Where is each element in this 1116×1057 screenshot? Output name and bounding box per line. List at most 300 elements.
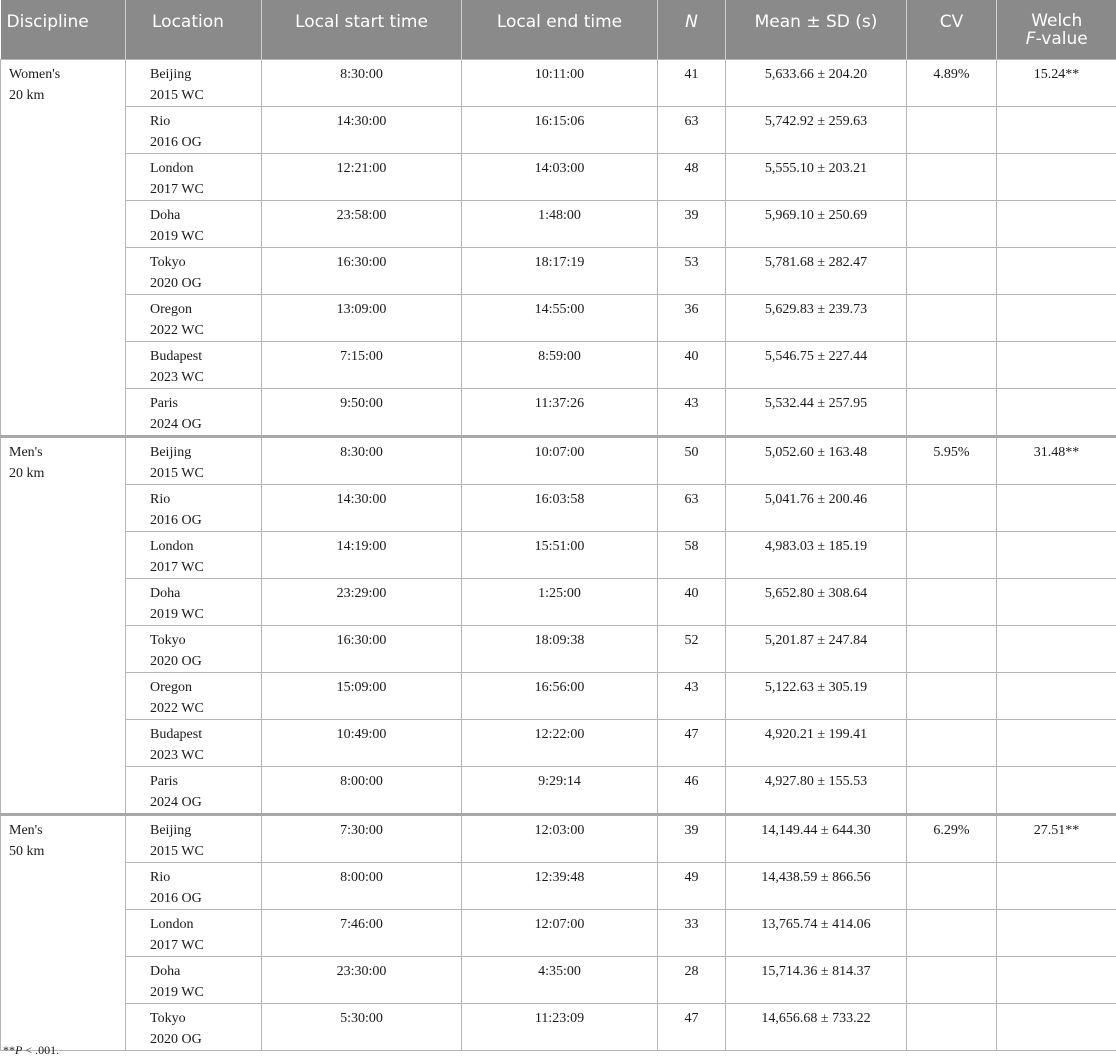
cv-cell-empty	[907, 720, 997, 767]
location-cell	[126, 201, 262, 248]
start-time-cell	[262, 532, 462, 579]
end-time-cell	[462, 720, 658, 767]
location-event: 2024 OG	[150, 417, 202, 432]
location-event: 2020 OG	[150, 276, 202, 291]
header-discipline: Discipline	[1, 0, 126, 60]
mean-sd-cell	[726, 60, 907, 107]
mean-sd-cell	[726, 1004, 907, 1051]
mean-sd-cell	[726, 579, 907, 626]
mean-sd-cell	[726, 154, 907, 201]
mean-sd-value: 5,052.60 ± 163.48	[764, 445, 868, 460]
welch-value: 15.24**	[1033, 67, 1080, 82]
cv-cell-empty	[907, 673, 997, 720]
n-value: 48	[684, 161, 699, 176]
n-value: 53	[684, 255, 699, 270]
location-name: Paris	[150, 396, 178, 411]
location-cell	[126, 60, 262, 107]
welch-cell-empty	[997, 154, 1116, 201]
end-time-cell	[462, 295, 658, 342]
mean-sd-value: 4,983.03 ± 185.19	[764, 539, 868, 554]
location-cell	[126, 248, 262, 295]
table-row	[1, 485, 1116, 532]
location-event: 2015 WC	[150, 88, 204, 103]
location-cell	[126, 957, 262, 1004]
location-cell	[126, 815, 262, 863]
n-cell	[658, 1004, 726, 1051]
n-value: 43	[684, 680, 699, 695]
table-row	[1, 815, 1116, 863]
end-time-cell	[462, 1004, 658, 1051]
end-time-cell	[462, 815, 658, 863]
cv-cell-empty	[907, 154, 997, 201]
start-time: 7:46:00	[340, 917, 383, 932]
header-location: Location	[126, 0, 262, 60]
welch-cell	[997, 437, 1116, 485]
table-row	[1, 579, 1116, 626]
mean-sd-cell	[726, 295, 907, 342]
cv-cell-empty	[907, 485, 997, 532]
start-time-cell	[262, 673, 462, 720]
mean-sd-value: 5,555.10 ± 203.21	[764, 161, 868, 176]
location-name: Beijing	[150, 67, 192, 82]
start-time: 12:21:00	[336, 161, 387, 176]
start-time-cell	[262, 910, 462, 957]
mean-sd-cell	[726, 626, 907, 673]
mean-sd-cell	[726, 389, 907, 437]
location-event: 2016 OG	[150, 513, 202, 528]
welch-cell-empty	[997, 201, 1116, 248]
end-time-cell	[462, 767, 658, 815]
header-welch-line1: Welch	[1031, 11, 1083, 31]
location-name: London	[150, 917, 194, 932]
mean-sd-cell	[726, 437, 907, 485]
location-name: Budapest	[150, 349, 203, 364]
location-name: Tokyo	[150, 255, 186, 270]
n-cell	[658, 815, 726, 863]
footnote-rest: < .001.	[22, 1043, 60, 1057]
table-body	[1, 60, 1116, 1051]
location-cell	[126, 1004, 262, 1051]
end-time: 12:07:00	[534, 917, 585, 932]
end-time: 16:03:58	[534, 492, 585, 507]
header-mean-sd: Mean ± SD (s)	[726, 0, 907, 60]
n-value: 63	[684, 492, 699, 507]
welch-cell-empty	[997, 767, 1116, 815]
table-row	[1, 437, 1116, 485]
location-name: Paris	[150, 774, 178, 789]
location-event: 2017 WC	[150, 938, 204, 953]
end-time: 18:09:38	[534, 633, 585, 648]
end-time: 12:39:48	[534, 870, 585, 885]
n-value: 39	[684, 823, 699, 838]
end-time-cell	[462, 201, 658, 248]
cv-cell	[907, 60, 997, 107]
n-cell	[658, 910, 726, 957]
location-event: 2017 WC	[150, 182, 204, 197]
location-cell	[126, 107, 262, 154]
welch-value: 27.51**	[1033, 823, 1080, 838]
start-time-cell	[262, 720, 462, 767]
n-cell	[658, 532, 726, 579]
cv-cell	[907, 437, 997, 485]
welch-cell-empty	[997, 626, 1116, 673]
discipline-cell	[1, 815, 126, 1051]
n-cell	[658, 957, 726, 1004]
location-event: 2024 OG	[150, 795, 202, 810]
n-cell	[658, 626, 726, 673]
start-time: 5:30:00	[340, 1011, 383, 1026]
mean-sd-value: 5,041.76 ± 200.46	[764, 492, 868, 507]
end-time-cell	[462, 673, 658, 720]
location-event: 2019 WC	[150, 607, 204, 622]
end-time-cell	[462, 579, 658, 626]
start-time-cell	[262, 342, 462, 389]
n-value: 47	[684, 1011, 699, 1026]
discipline-line2: 20 km	[9, 466, 45, 481]
discipline-line2: 50 km	[9, 844, 45, 859]
table-row	[1, 863, 1116, 910]
header-welch-f-italic: F	[1025, 29, 1036, 49]
cv-cell-empty	[907, 201, 997, 248]
n-cell	[658, 154, 726, 201]
n-cell	[658, 60, 726, 107]
mean-sd-cell	[726, 532, 907, 579]
n-value: 50	[684, 445, 699, 460]
start-time: 8:00:00	[340, 870, 383, 885]
end-time: 11:23:09	[534, 1011, 585, 1026]
cv-value: 4.89%	[933, 67, 970, 82]
cv-cell-empty	[907, 248, 997, 295]
start-time-cell	[262, 815, 462, 863]
start-time: 7:15:00	[340, 349, 383, 364]
mean-sd-cell	[726, 485, 907, 532]
start-time-cell	[262, 863, 462, 910]
welch-cell-empty	[997, 579, 1116, 626]
cv-cell-empty	[907, 342, 997, 389]
n-cell	[658, 485, 726, 532]
end-time-cell	[462, 342, 658, 389]
location-event: 2019 WC	[150, 229, 204, 244]
location-cell	[126, 154, 262, 201]
mean-sd-cell	[726, 248, 907, 295]
welch-cell-empty	[997, 910, 1116, 957]
location-event: 2022 WC	[150, 323, 204, 338]
n-cell	[658, 342, 726, 389]
location-name: Doha	[150, 586, 181, 601]
n-value: 39	[684, 208, 699, 223]
table-row	[1, 248, 1116, 295]
table-row	[1, 767, 1116, 815]
n-cell	[658, 579, 726, 626]
cv-cell	[907, 815, 997, 863]
end-time: 16:15:06	[534, 114, 585, 129]
start-time: 9:50:00	[340, 396, 383, 411]
location-cell	[126, 342, 262, 389]
location-name: Rio	[150, 870, 171, 885]
n-cell	[658, 720, 726, 767]
start-time-cell	[262, 295, 462, 342]
location-event: 2015 WC	[150, 844, 204, 859]
start-time: 8:30:00	[340, 445, 383, 460]
start-time-cell	[262, 1004, 462, 1051]
table-row	[1, 60, 1116, 107]
welch-cell-empty	[997, 720, 1116, 767]
n-value: 40	[684, 349, 699, 364]
location-cell	[126, 389, 262, 437]
mean-sd-value: 5,546.75 ± 227.44	[764, 349, 868, 364]
location-cell	[126, 532, 262, 579]
location-cell	[126, 863, 262, 910]
table-row	[1, 154, 1116, 201]
cv-cell-empty	[907, 532, 997, 579]
cv-cell-empty	[907, 863, 997, 910]
mean-sd-value: 14,149.44 ± 644.30	[761, 823, 871, 838]
header-start-time: Local start time	[262, 0, 462, 60]
n-value: 41	[684, 67, 699, 82]
end-time-cell	[462, 910, 658, 957]
n-value: 36	[684, 302, 699, 317]
welch-value: 31.48**	[1033, 445, 1080, 460]
mean-sd-value: 5,122.63 ± 305.19	[764, 680, 868, 695]
discipline-line1: Men's	[9, 823, 43, 838]
table-row	[1, 107, 1116, 154]
n-value: 28	[684, 964, 699, 979]
n-cell	[658, 248, 726, 295]
discipline-line1: Women's	[9, 67, 61, 82]
cv-cell-empty	[907, 107, 997, 154]
start-time-cell	[262, 579, 462, 626]
location-event: 2019 WC	[150, 985, 204, 1000]
end-time: 9:29:14	[538, 774, 581, 789]
location-event: 2022 WC	[150, 701, 204, 716]
cv-cell-empty	[907, 626, 997, 673]
welch-cell-empty	[997, 107, 1116, 154]
cv-cell-empty	[907, 957, 997, 1004]
mean-sd-cell	[726, 342, 907, 389]
location-name: Rio	[150, 492, 171, 507]
table-row	[1, 201, 1116, 248]
n-cell	[658, 107, 726, 154]
start-time: 14:30:00	[336, 114, 387, 129]
end-time: 1:25:00	[538, 586, 581, 601]
end-time: 14:55:00	[534, 302, 585, 317]
location-cell	[126, 295, 262, 342]
footnote-stars: **	[3, 1043, 15, 1057]
start-time-cell	[262, 248, 462, 295]
table-row	[1, 389, 1116, 437]
mean-sd-cell	[726, 201, 907, 248]
end-time-cell	[462, 389, 658, 437]
location-event: 2020 OG	[150, 1032, 202, 1047]
location-event: 2016 OG	[150, 891, 202, 906]
welch-cell-empty	[997, 1004, 1116, 1051]
end-time: 11:37:26	[534, 396, 585, 411]
location-event: 2017 WC	[150, 560, 204, 575]
start-time-cell	[262, 60, 462, 107]
welch-cell-empty	[997, 485, 1116, 532]
location-name: Tokyo	[150, 1011, 186, 1026]
table-row	[1, 673, 1116, 720]
cv-cell-empty	[907, 767, 997, 815]
n-cell	[658, 767, 726, 815]
n-value: 52	[684, 633, 699, 648]
end-time-cell	[462, 60, 658, 107]
start-time: 7:30:00	[340, 823, 383, 838]
end-time-cell	[462, 437, 658, 485]
mean-sd-value: 5,742.92 ± 259.63	[764, 114, 868, 129]
location-name: Beijing	[150, 445, 192, 460]
welch-cell	[997, 815, 1116, 863]
table-row	[1, 910, 1116, 957]
n-cell	[658, 673, 726, 720]
start-time-cell	[262, 485, 462, 532]
n-value: 43	[684, 396, 699, 411]
mean-sd-value: 5,652.80 ± 308.64	[764, 586, 868, 601]
start-time-cell	[262, 389, 462, 437]
table-row	[1, 720, 1116, 767]
end-time-cell	[462, 154, 658, 201]
table-row	[1, 1004, 1116, 1051]
location-name: Doha	[150, 208, 181, 223]
start-time-cell	[262, 767, 462, 815]
start-time: 15:09:00	[336, 680, 387, 695]
start-time-cell	[262, 201, 462, 248]
footnote-p: P	[15, 1043, 23, 1057]
end-time: 1:48:00	[538, 208, 581, 223]
location-name: Doha	[150, 964, 181, 979]
cv-cell-empty	[907, 389, 997, 437]
mean-sd-value: 14,438.59 ± 866.56	[761, 870, 871, 885]
end-time: 16:56:00	[534, 680, 585, 695]
mean-sd-value: 14,656.68 ± 733.22	[761, 1011, 871, 1026]
end-time: 10:07:00	[534, 445, 585, 460]
location-event: 2015 WC	[150, 466, 204, 481]
location-name: London	[150, 539, 194, 554]
cv-cell-empty	[907, 579, 997, 626]
discipline-cell	[1, 437, 126, 815]
welch-cell-empty	[997, 957, 1116, 1004]
location-name: Beijing	[150, 823, 192, 838]
n-cell	[658, 201, 726, 248]
end-time: 4:35:00	[538, 964, 581, 979]
table-row	[1, 295, 1116, 342]
mean-sd-value: 5,781.68 ± 282.47	[764, 255, 868, 270]
location-name: London	[150, 161, 194, 176]
n-cell	[658, 295, 726, 342]
start-time-cell	[262, 957, 462, 1004]
cv-cell-empty	[907, 1004, 997, 1051]
table-row	[1, 626, 1116, 673]
location-event: 2023 WC	[150, 748, 204, 763]
location-name: Oregon	[150, 302, 192, 317]
end-time: 12:22:00	[534, 727, 585, 742]
location-cell	[126, 485, 262, 532]
table-row	[1, 957, 1116, 1004]
location-event: 2023 WC	[150, 370, 204, 385]
end-time: 12:03:00	[534, 823, 585, 838]
welch-cell-empty	[997, 673, 1116, 720]
start-time: 10:49:00	[336, 727, 387, 742]
start-time: 14:30:00	[336, 492, 387, 507]
location-cell	[126, 437, 262, 485]
location-event: 2016 OG	[150, 135, 202, 150]
header-n: N	[658, 0, 726, 60]
cv-value: 5.95%	[933, 445, 970, 460]
mean-sd-value: 5,633.66 ± 204.20	[764, 67, 868, 82]
start-time: 23:58:00	[336, 208, 387, 223]
end-time: 10:11:00	[534, 67, 585, 82]
mean-sd-value: 4,920.21 ± 199.41	[764, 727, 868, 742]
mean-sd-value: 4,927.80 ± 155.53	[764, 774, 868, 789]
location-cell	[126, 720, 262, 767]
mean-sd-cell	[726, 957, 907, 1004]
mean-sd-value: 5,629.83 ± 239.73	[764, 302, 868, 317]
mean-sd-cell	[726, 673, 907, 720]
n-value: 33	[684, 917, 699, 932]
welch-cell-empty	[997, 295, 1116, 342]
end-time-cell	[462, 107, 658, 154]
start-time-cell	[262, 154, 462, 201]
start-time: 23:30:00	[336, 964, 387, 979]
welch-cell-empty	[997, 863, 1116, 910]
n-value: 47	[684, 727, 699, 742]
welch-cell-empty	[997, 248, 1116, 295]
end-time-cell	[462, 248, 658, 295]
mean-sd-cell	[726, 910, 907, 957]
welch-cell-empty	[997, 532, 1116, 579]
start-time-cell	[262, 107, 462, 154]
mean-sd-value: 15,714.36 ± 814.37	[761, 964, 871, 979]
start-time: 16:30:00	[336, 633, 387, 648]
end-time: 8:59:00	[538, 349, 581, 364]
header-cv: CV	[907, 0, 997, 60]
n-cell	[658, 863, 726, 910]
mean-sd-cell	[726, 107, 907, 154]
mean-sd-value: 5,532.44 ± 257.95	[764, 396, 868, 411]
header-row	[1, 0, 1116, 60]
discipline-line1: Men's	[9, 445, 43, 460]
location-name: Rio	[150, 114, 171, 129]
end-time-cell	[462, 532, 658, 579]
n-value: 40	[684, 586, 699, 601]
start-time: 13:09:00	[336, 302, 387, 317]
location-cell	[126, 767, 262, 815]
cv-cell-empty	[907, 295, 997, 342]
start-time: 23:29:00	[336, 586, 387, 601]
start-time: 8:30:00	[340, 67, 383, 82]
n-value: 58	[684, 539, 699, 554]
location-cell	[126, 910, 262, 957]
header-welch-value: -value	[1035, 29, 1088, 49]
end-time: 14:03:00	[534, 161, 585, 176]
start-time-cell	[262, 437, 462, 485]
end-time-cell	[462, 485, 658, 532]
table-row	[1, 342, 1116, 389]
mean-sd-cell	[726, 863, 907, 910]
header-welch-f	[997, 0, 1116, 60]
welch-cell	[997, 60, 1116, 107]
mean-sd-cell	[726, 815, 907, 863]
end-time-cell	[462, 626, 658, 673]
location-name: Tokyo	[150, 633, 186, 648]
table-row	[1, 532, 1116, 579]
location-name: Oregon	[150, 680, 192, 695]
mean-sd-value: 13,765.74 ± 414.06	[761, 917, 871, 932]
start-time: 14:19:00	[336, 539, 387, 554]
n-value: 63	[684, 114, 699, 129]
welch-cell-empty	[997, 389, 1116, 437]
start-time: 8:00:00	[340, 774, 383, 789]
